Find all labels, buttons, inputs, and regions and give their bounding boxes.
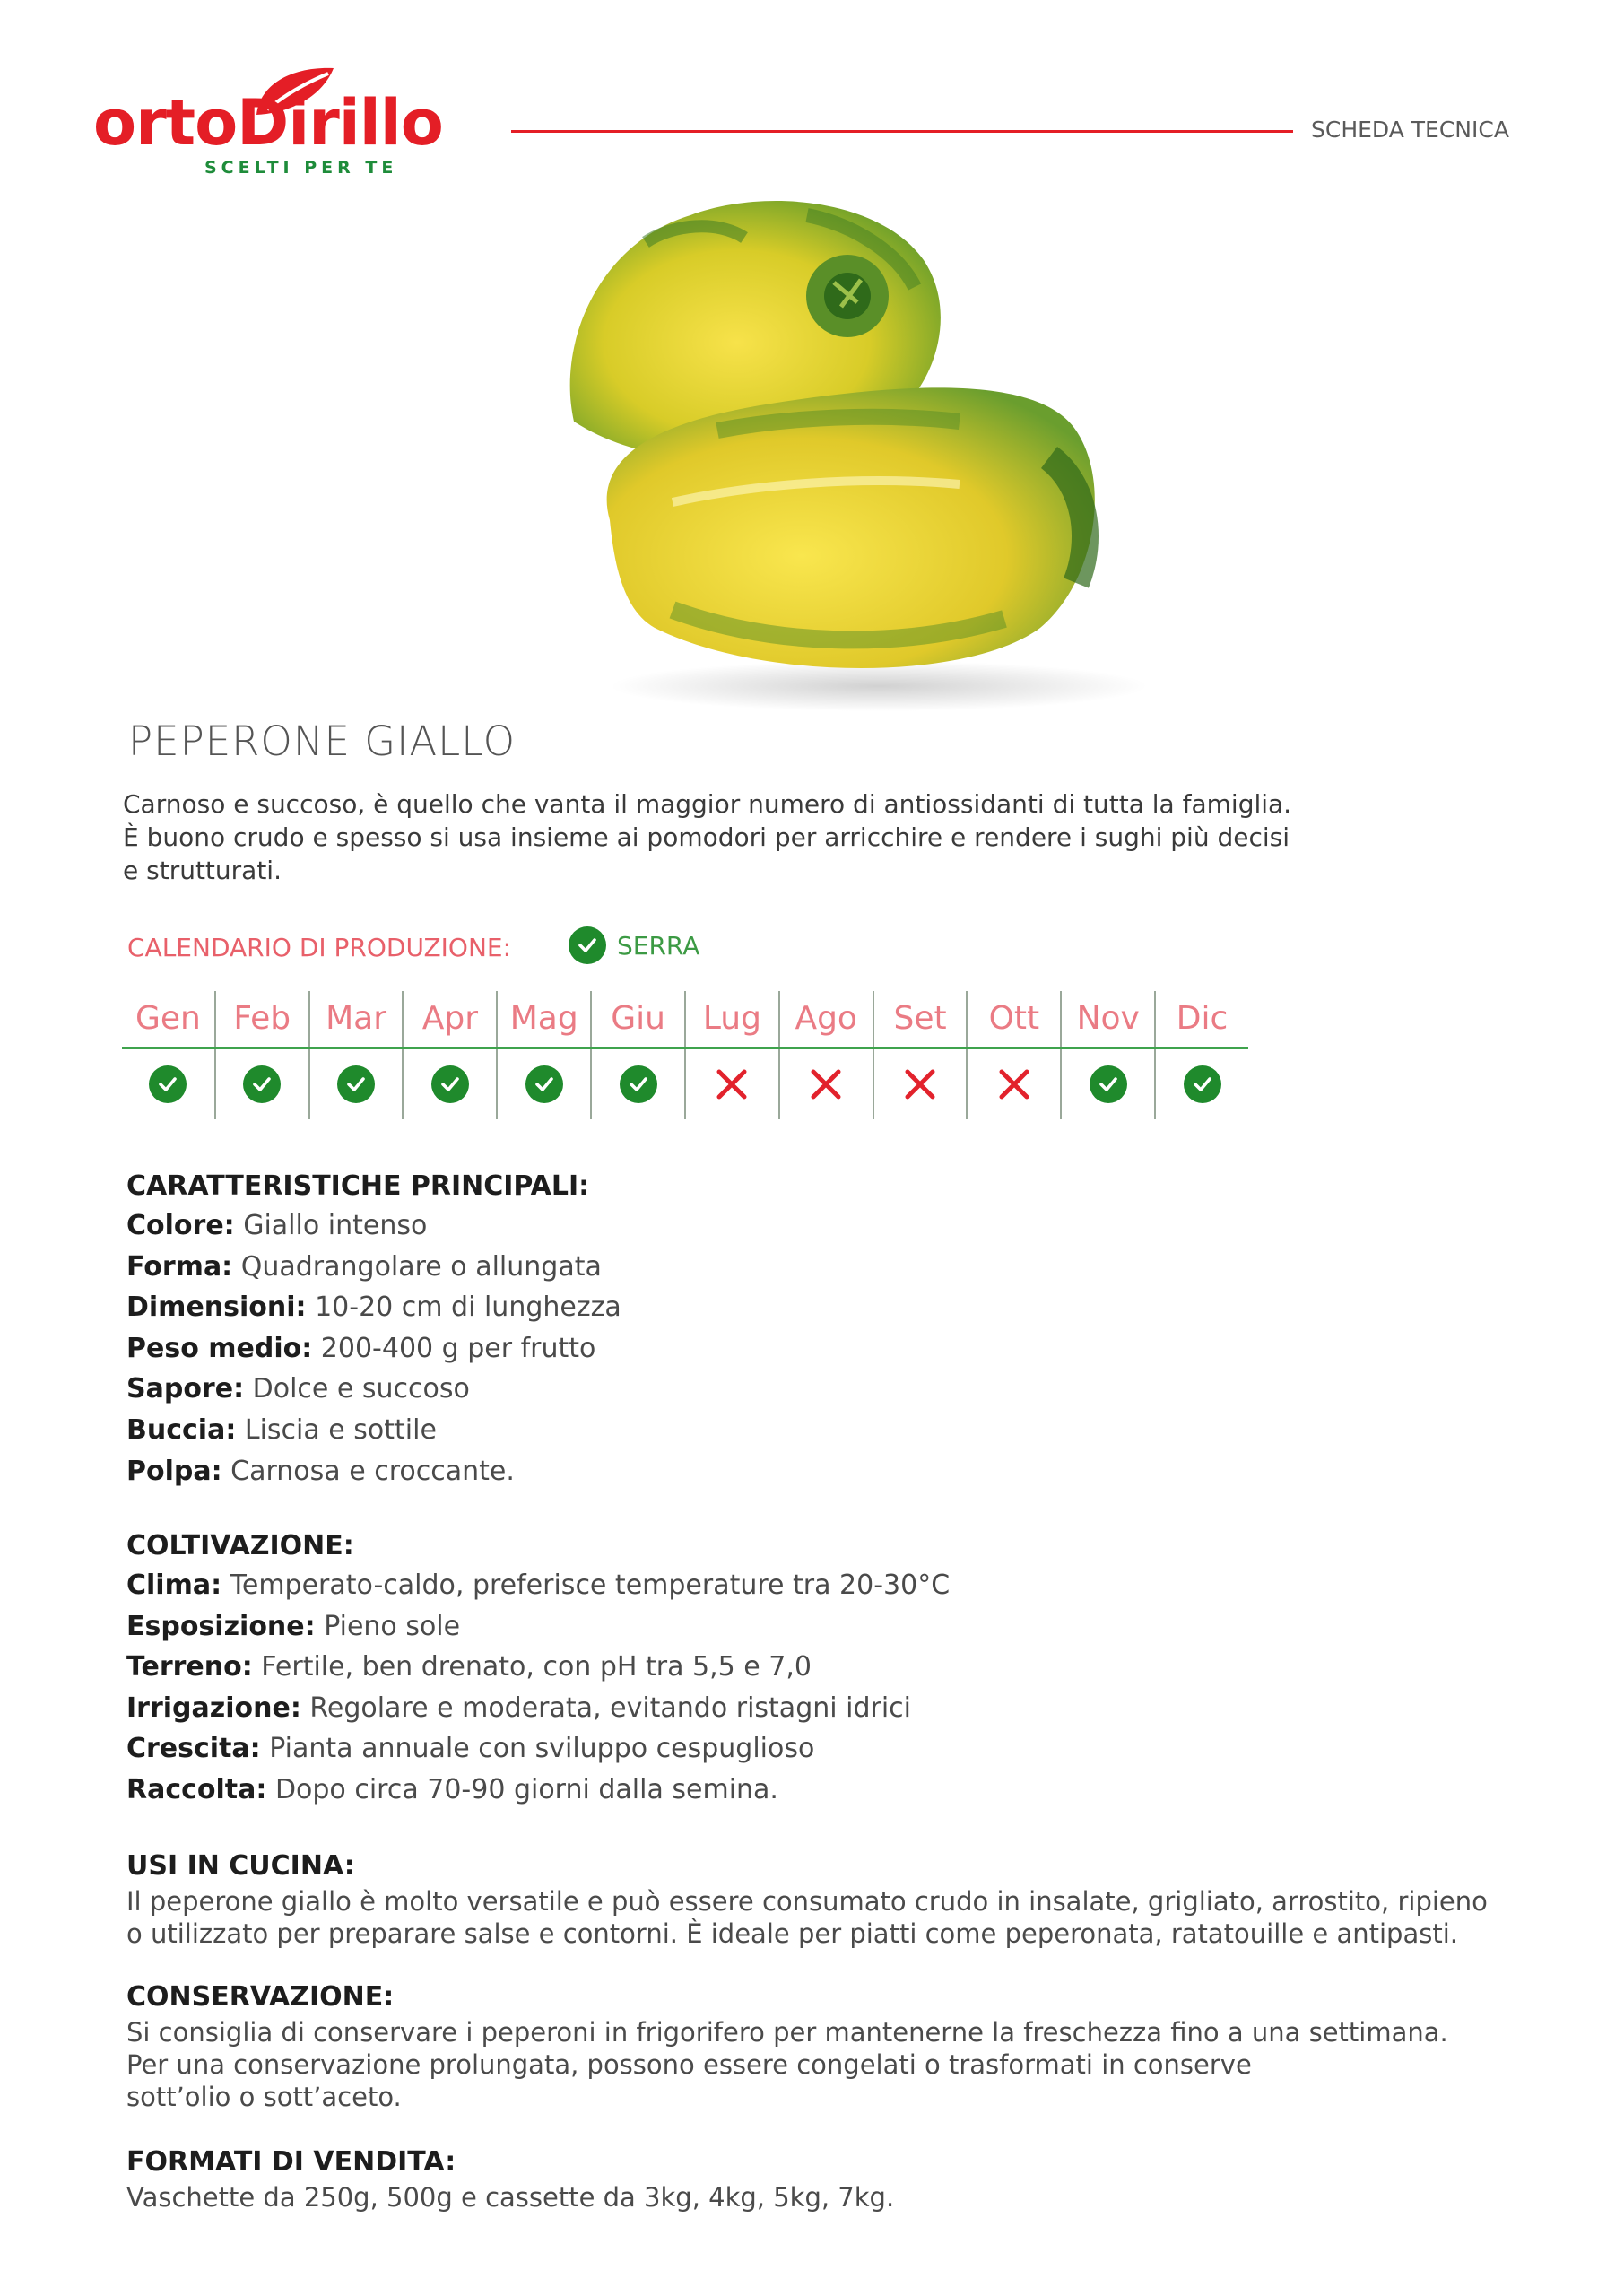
intro-line: È buono crudo e spesso si usa insieme ai pomodori per arricchire e rendere i sughi più decisi (123, 822, 1290, 852)
section-heading: COLTIVAZIONE: (126, 1530, 354, 1561)
check-circle-icon (243, 1065, 281, 1103)
header-divider (511, 130, 1293, 133)
month-label: Feb (216, 991, 310, 1047)
production-calendar (122, 991, 1248, 1119)
spec-value: Regolare e moderata, evitando ristagni idrici (309, 1692, 911, 1724)
spec-row (126, 1205, 1525, 1247)
month-cell (404, 1049, 498, 1119)
check-circle-icon (569, 926, 606, 964)
month-cell (592, 1049, 686, 1119)
spec-value: Quadrangolare o allungata (240, 1250, 602, 1283)
spec-label: Colore: (126, 1210, 235, 1241)
calendar-label: CALENDARIO DI PRODUZIONE: (127, 933, 512, 962)
spec-value: Pieno sole (324, 1610, 461, 1642)
spec-value: Dopo circa 70-90 giorni dalla semina. (274, 1773, 778, 1805)
spec-value: Pianta annuale con sviluppo cespuglioso (269, 1733, 815, 1765)
section-text: Si consiglia di conservare i peperoni in frigorifero per mantenerne la freschezza fino a una settimana. (126, 2017, 1448, 2048)
spec-value: Giallo intenso (243, 1210, 428, 1241)
month-label: Lug (686, 991, 780, 1047)
document-type: SCHEDA TECNICA (1311, 117, 1509, 143)
month-cell (216, 1049, 310, 1119)
spec-label: Raccolta: (126, 1773, 267, 1805)
kitchen-section (126, 1850, 1525, 1950)
check-circle-icon (337, 1065, 375, 1103)
section-heading: CARATTERISTICHE PRINCIPALI: (126, 1170, 590, 1202)
month-label: Dic (1176, 1000, 1229, 1037)
spec-label: Polpa: (126, 1455, 222, 1487)
month-label: Nov (1062, 991, 1156, 1047)
brand-wordmark: ortoDirillo (93, 86, 443, 160)
cross-icon (808, 1066, 844, 1102)
month-cell (874, 1049, 968, 1119)
cross-icon (714, 1066, 750, 1102)
calendar-availability (122, 1049, 1248, 1119)
month-label: Gen (122, 991, 216, 1047)
legend-label: SERRA (617, 930, 700, 961)
brand-tagline: SCELTI PER TE (204, 158, 398, 178)
spec-value: Temperato-caldo, preferisce temperature tra 20-30°C (230, 1570, 951, 1601)
spec-label: Clima: (126, 1570, 222, 1601)
spec-row (126, 1770, 1525, 1811)
month-cell (1062, 1049, 1156, 1119)
section-text: o utilizzato per preparare salse e contorni. È ideale per piatti come peperonata, ratatouille e antipasti. (126, 1918, 1458, 1949)
month-label: Ott (968, 991, 1062, 1047)
spec-value: 200-400 g per frutto (320, 1332, 596, 1364)
product-photo (538, 161, 1166, 718)
spec-value: Carnosa e croccante. (230, 1455, 515, 1487)
spec-label: Esposizione: (126, 1610, 316, 1642)
spec-label: Forma: (126, 1250, 233, 1283)
formats-section (126, 2146, 1525, 2213)
month-cell (310, 1049, 404, 1119)
spec-row (126, 1647, 1525, 1688)
section-text: sott’olio o sott’aceto. (126, 2082, 402, 2112)
section-heading: FORMATI DI VENDITA: (126, 2146, 456, 2178)
spec-row (126, 1410, 1525, 1451)
spec-row (126, 1451, 1525, 1492)
product-title: PEPERONE GIALLO (128, 718, 517, 765)
cross-icon (902, 1066, 938, 1102)
spec-row (126, 1247, 1525, 1288)
month-cell (1156, 1049, 1248, 1119)
check-circle-icon (620, 1065, 657, 1103)
section-text: Per una conservazione prolungata, possono essere congelati o trasformati in conserve (126, 2049, 1252, 2080)
section-text: Vaschette da 250g, 500g e cassette da 3kg, 4kg, 5kg, 7kg. (126, 2182, 895, 2213)
check-circle-icon (1090, 1065, 1127, 1103)
month-label: Mag (498, 991, 592, 1047)
calendar-legend (569, 926, 699, 964)
month-label: Ago (780, 991, 874, 1047)
month-cell (968, 1049, 1062, 1119)
check-circle-icon (1184, 1065, 1221, 1103)
spec-value: 10-20 cm di lunghezza (315, 1292, 621, 1324)
spec-row (126, 1369, 1525, 1410)
product-intro (123, 787, 1414, 887)
spec-label: Irrigazione: (126, 1692, 301, 1724)
spec-label: Terreno: (126, 1651, 253, 1683)
spec-value: Liscia e sottile (244, 1413, 437, 1446)
spec-row (126, 1565, 1525, 1606)
spec-row (126, 1688, 1525, 1729)
characteristics-section (126, 1170, 1525, 1492)
spec-label: Peso medio: (126, 1332, 313, 1364)
spec-label: Buccia: (126, 1413, 237, 1446)
month-label: Giu (592, 991, 686, 1047)
month-label: Set (874, 991, 968, 1047)
spec-row (126, 1328, 1525, 1370)
calendar-months (122, 991, 1248, 1047)
spec-row (126, 1606, 1525, 1648)
spec-row (126, 1728, 1525, 1770)
month-cell (780, 1049, 874, 1119)
check-circle-icon (525, 1065, 563, 1103)
month-label: Apr (404, 991, 498, 1047)
intro-line: Carnoso e succoso, è quello che vanta il maggior numero di antiossidanti di tutta la famiglia. (123, 789, 1292, 819)
spec-label: Crescita: (126, 1733, 261, 1765)
section-text: Il peperone giallo è molto versatile e può essere consumato crudo in insalate, grigliato, arrostito, ripieno (126, 1886, 1488, 1917)
brand-logo (93, 63, 506, 188)
cross-icon (996, 1066, 1032, 1102)
section-heading: CONSERVAZIONE: (126, 1981, 395, 2013)
month-cell (122, 1049, 216, 1119)
section-heading: USI IN CUCINA: (126, 1850, 355, 1882)
spec-row (126, 1287, 1525, 1328)
spec-value: Dolce e succoso (252, 1373, 470, 1405)
spec-label: Dimensioni: (126, 1292, 307, 1324)
check-circle-icon (431, 1065, 469, 1103)
month-label: Mar (310, 991, 404, 1047)
check-circle-icon (149, 1065, 187, 1103)
month-cell (498, 1049, 592, 1119)
spec-label: Sapore: (126, 1373, 245, 1405)
intro-line: e strutturati. (123, 856, 282, 885)
month-cell (686, 1049, 780, 1119)
cultivation-section (126, 1530, 1525, 1811)
storage-section (126, 1981, 1525, 2113)
spec-value: Fertile, ben drenato, con pH tra 5,5 e 7,0 (261, 1651, 812, 1683)
